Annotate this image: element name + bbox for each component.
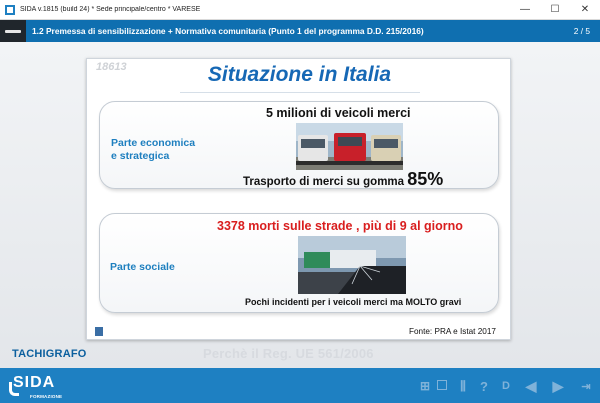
brand-name: SIDA xyxy=(13,374,56,391)
previous-button[interactable]: ◀ xyxy=(525,377,537,394)
background-caption: Perchè il Reg. UE 561/2006 xyxy=(203,346,374,361)
next-button[interactable]: ▶ xyxy=(552,377,564,394)
economic-footer-text: Trasporto di merci su gomma xyxy=(243,176,405,188)
crash-image xyxy=(298,236,406,294)
slide-id: 18613 xyxy=(96,61,127,73)
slide-corner-icon xyxy=(95,327,103,336)
panel-economic xyxy=(99,101,499,189)
economic-label xyxy=(111,137,195,163)
last-page-button[interactable]: ⇥ xyxy=(581,380,591,393)
brand-subtitle: FORMAZIONE xyxy=(30,394,63,399)
source-note: Fonte: PRA e Istat 2017 xyxy=(409,327,496,336)
slide xyxy=(86,58,511,340)
index-icon[interactable]: ⫼ xyxy=(460,378,466,393)
menu-icon[interactable] xyxy=(0,20,26,42)
lesson-title: 1.2 Premessa di sensibilizzazione + Normativa comunitaria (Punto 1 del programma D.D. 215/2016) xyxy=(32,26,424,36)
grid-icon[interactable]: ⊞ xyxy=(419,379,431,393)
economic-label-line1: Parte economica xyxy=(111,137,196,149)
title-underline xyxy=(180,92,420,93)
economic-label-line2: e strategica xyxy=(111,150,170,162)
minimize-button[interactable]: — xyxy=(520,4,530,15)
slide-title: Situazione in Italia xyxy=(207,63,392,86)
window-titlebar xyxy=(0,0,600,20)
trucks-image xyxy=(296,123,403,170)
d-button[interactable]: D xyxy=(502,380,510,392)
panel-social xyxy=(99,213,499,313)
window-title: SIDA v.1815 (build 24) * Sede principale/centro * VARESE xyxy=(20,6,201,13)
fullscreen-icon[interactable] xyxy=(437,380,447,390)
economic-percent: 85% xyxy=(407,169,444,189)
page-indicator: 2 / 5 xyxy=(573,26,590,36)
economic-headline: 5 milioni di veicoli merci xyxy=(266,106,411,120)
module-label: TACHIGRAFO xyxy=(12,348,87,360)
social-headline: 3378 morti sulle strade , più di 9 al giorno xyxy=(217,219,463,233)
sida-logo xyxy=(6,374,63,399)
close-button[interactable]: ✕ xyxy=(580,4,590,15)
app-icon xyxy=(4,4,16,16)
social-label: Parte sociale xyxy=(110,261,175,273)
social-footer: Pochi incidenti per i veicoli merci ma MOLTO gravi xyxy=(245,297,462,307)
sida-logo-mark xyxy=(9,382,19,396)
economic-footer xyxy=(243,169,443,190)
help-button[interactable]: ? xyxy=(480,378,488,394)
lesson-header xyxy=(0,20,600,42)
maximize-button[interactable]: ☐ xyxy=(550,4,560,15)
